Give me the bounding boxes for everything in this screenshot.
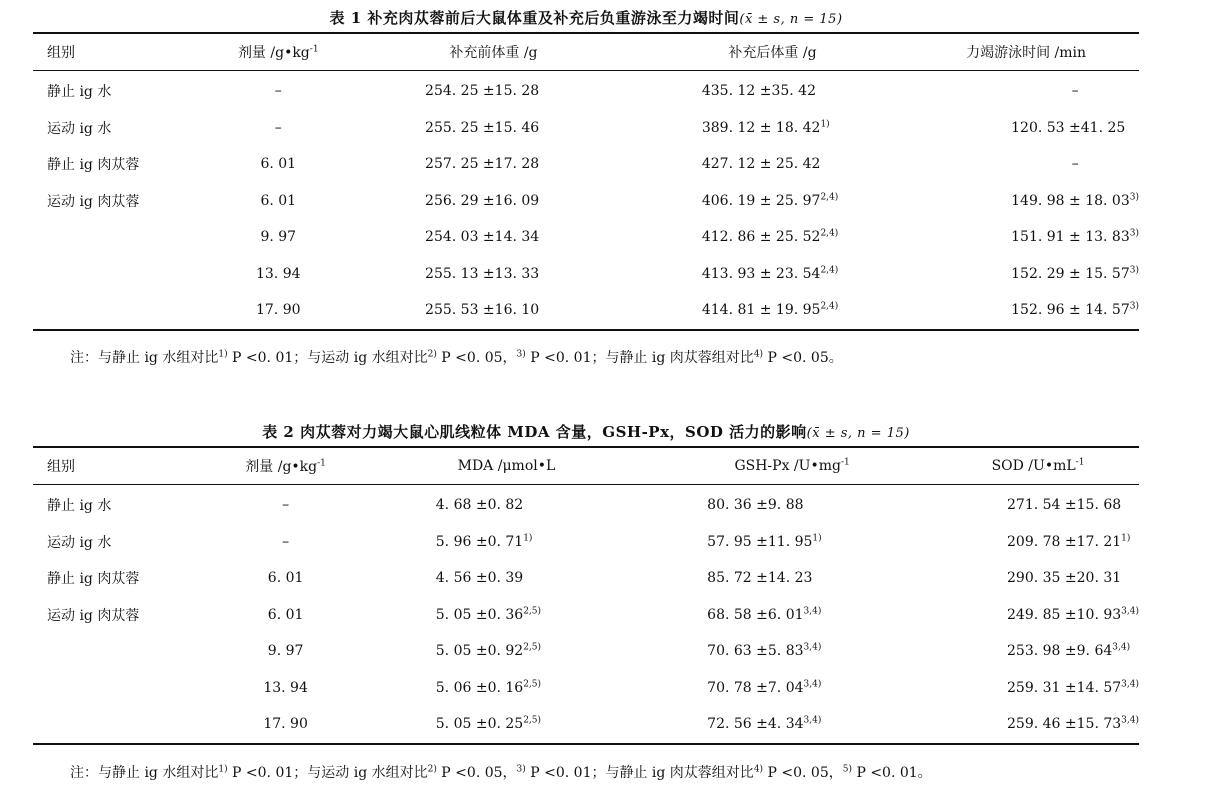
cell-mda: 5. 96 ±0. 71$^{1)}$: [435, 533, 533, 550]
table-row: [33, 110, 1139, 147]
cell-dose: 6. 01: [267, 606, 304, 623]
table-row: [33, 183, 1139, 220]
cell-mda: 5. 06 ±0. 16$^{2,5)}$: [435, 679, 542, 696]
cell-swim-time: –: [1071, 156, 1079, 173]
table-1-caption: [33, 8, 1139, 32]
cell-weight-after: 435. 12 ±35. 42: [701, 83, 816, 100]
cell-mda: 5. 05 ±0. 36$^{2,5)}$: [435, 606, 542, 623]
cell-mda: 4. 56 ±0. 39: [435, 570, 524, 587]
table-row: [33, 256, 1139, 293]
cell-gsh-px: 80. 36 ±9. 88: [707, 497, 804, 514]
cell-weight-before: 255. 13 ±13. 33: [425, 265, 540, 282]
cell-group: 静止 ig 水: [47, 498, 112, 515]
cell-group: [33, 670, 205, 707]
cell-swim-time: 151. 91 ± 13. 83$^{3)}$: [1011, 228, 1139, 246]
table-2-stat: (x̄ ± s, n = 15): [806, 426, 910, 441]
table-1-grid: [33, 32, 1139, 331]
cell-weight-after: 413. 93 ± 23. 54$^{2,4)}$: [701, 265, 839, 282]
cell-dose: 17. 90: [263, 716, 308, 733]
cell-sod: 271. 54 ±15. 68: [1007, 497, 1122, 514]
table-row: [33, 71, 1139, 110]
table-1-note: 注：与静止 ig 水组对比$^{1)}$ P <0. 01；与运动 ig 水组对比$^{2)}$ P <0. 05，$^{3)}$ P <0. 01；与静止 ig 肉苁蓉组对比$^{4)}$ P <0. 05。: [70, 349, 843, 366]
cell-gsh-px: 68. 58 ±6. 01$^{3,4)}$: [707, 606, 822, 623]
table-row: [33, 597, 1139, 634]
header-dose: 剂量 $/g•kg^{-1}$: [245, 458, 326, 475]
cell-gsh-px: 70. 78 ±7. 04$^{3,4)}$: [707, 679, 822, 696]
cell-dose: 17. 90: [255, 302, 301, 319]
header-weight-after: 补充后体重 /g: [728, 45, 817, 61]
cell-group: 静止 ig 肉苁蓉: [47, 157, 140, 174]
header-group: 组别: [47, 45, 75, 61]
cell-weight-after: 389. 12 ± 18. 42$^{1)}$: [701, 119, 830, 136]
cell-gsh-px: 70. 63 ±5. 83$^{3,4)}$: [707, 642, 822, 660]
cell-group: [33, 292, 201, 330]
cell-group: 运动 ig 水: [47, 120, 112, 137]
cell-sod: 259. 46 ±15. 73$^{3,4)}$: [1007, 715, 1139, 733]
cell-group: [33, 219, 201, 256]
cell-weight-before: 256. 29 ±16. 09: [425, 192, 540, 209]
cell-group: 静止 ig 水: [47, 84, 112, 101]
cell-swim-time: 152. 29 ± 15. 57$^{3)}$: [1011, 265, 1139, 282]
cell-swim-time: 152. 96 ± 14. 57$^{3)}$: [1011, 301, 1139, 319]
cell-group: [33, 256, 201, 293]
cell-dose: 6. 01: [260, 192, 297, 209]
table-2-note: 注：与静止 ig 水组对比$^{1)}$ P <0. 01；与运动 ig 水组对比$^{2)}$ P <0. 05，$^{3)}$ P <0. 01；与静止 ig 肉苁蓉组对比$^{4)}$ P <0. 05，$^{5)}$ P <0. 01。: [70, 764, 932, 781]
table-row: [33, 292, 1139, 330]
table-row: [33, 485, 1139, 524]
cell-dose: –: [274, 119, 282, 136]
cell-dose: –: [282, 533, 290, 550]
table-2: [33, 422, 1139, 745]
cell-swim-time: 120. 53 ±41. 25: [1011, 119, 1126, 136]
header-group: 组别: [47, 459, 75, 475]
table-header-row: [33, 33, 1139, 71]
cell-group: 运动 ig 水: [47, 534, 112, 551]
cell-mda: 4. 68 ±0. 82: [435, 497, 524, 514]
table-row: [33, 146, 1139, 183]
table-row: [33, 219, 1139, 256]
header-sod: SOD $/U•mL^{-1}$: [991, 457, 1085, 474]
header-mda: MDA /μmol•L: [457, 458, 556, 474]
cell-group: 运动 ig 肉苁蓉: [47, 193, 140, 210]
table-2-grid: [33, 446, 1139, 745]
cell-mda: 5. 05 ±0. 92$^{2,5)}$: [435, 642, 542, 660]
cell-sod: 249. 85 ±10. 93$^{3,4)}$: [1007, 606, 1139, 623]
header-weight-before: 补充前体重 /g: [449, 45, 538, 61]
cell-group: [33, 706, 205, 744]
cell-weight-after: 427. 12 ± 25. 42: [701, 156, 821, 173]
cell-dose: –: [282, 497, 290, 514]
cell-group: 运动 ig 肉苁蓉: [47, 607, 140, 624]
cell-sod: 259. 31 ±14. 57$^{3,4)}$: [1007, 679, 1139, 696]
table-1-title: 表 1 补充肉苁蓉前后大鼠体重及补充后负重游泳至力竭时间: [329, 9, 740, 27]
header-gsh-px: GSH-Px $/U•mg^{-1}$: [734, 457, 850, 474]
cell-group: [33, 633, 205, 670]
cell-weight-before: 255. 25 ±15. 46: [425, 119, 540, 136]
cell-swim-time: 149. 98 ± 18. 03$^{3)}$: [1011, 192, 1139, 209]
cell-dose: 13. 94: [255, 265, 301, 282]
cell-dose: –: [274, 83, 282, 100]
cell-gsh-px: 72. 56 ±4. 34$^{3,4)}$: [707, 715, 822, 733]
cell-sod: 253. 98 ±9. 64$^{3,4)}$: [1007, 642, 1131, 660]
cell-weight-before: 255. 53 ±16. 10: [425, 302, 540, 319]
table-row: [33, 633, 1139, 670]
cell-weight-before: 254. 03 ±14. 34: [425, 229, 540, 246]
table-row: [33, 706, 1139, 744]
header-swim-time: 力竭游泳时间 /min: [966, 45, 1087, 61]
cell-dose: 6. 01: [267, 570, 304, 587]
cell-weight-after: 414. 81 ± 19. 95$^{2,4)}$: [701, 301, 839, 319]
cell-dose: 6. 01: [260, 156, 297, 173]
cell-sod: 209. 78 ±17. 21$^{1)}$: [1007, 533, 1131, 550]
cell-weight-after: 406. 19 ± 25. 97$^{2,4)}$: [701, 192, 839, 209]
table-2-title: 表 2 肉苁蓉对力竭大鼠心肌线粒体 MDA 含量，GSH-Px，SOD 活力的影响: [262, 423, 807, 441]
cell-swim-time: –: [1071, 83, 1079, 100]
table-row: [33, 670, 1139, 707]
cell-weight-before: 254. 25 ±15. 28: [425, 83, 540, 100]
cell-weight-after: 412. 86 ± 25. 52$^{2,4)}$: [701, 228, 839, 246]
table-row: [33, 560, 1139, 597]
cell-mda: 5. 05 ±0. 25$^{2,5)}$: [435, 715, 542, 733]
table-1: [33, 8, 1139, 331]
cell-group: 静止 ig 肉苁蓉: [47, 571, 140, 588]
cell-sod: 290. 35 ±20. 31: [1007, 570, 1122, 587]
cell-dose: 9. 97: [260, 229, 297, 246]
cell-weight-before: 257. 25 ±17. 28: [425, 156, 540, 173]
header-dose: 剂量 $/g•kg^{-1}$: [237, 44, 319, 61]
table-row: [33, 524, 1139, 561]
cell-dose: 9. 97: [267, 643, 304, 660]
cell-dose: 13. 94: [263, 679, 308, 696]
cell-gsh-px: 57. 95 ±11. 95$^{1)}$: [707, 533, 822, 550]
table-header-row: [33, 447, 1139, 485]
table-2-caption: [33, 422, 1139, 446]
cell-gsh-px: 85. 72 ±14. 23: [707, 570, 813, 587]
table-1-stat: (x̄ ± s, n = 15): [739, 12, 843, 27]
